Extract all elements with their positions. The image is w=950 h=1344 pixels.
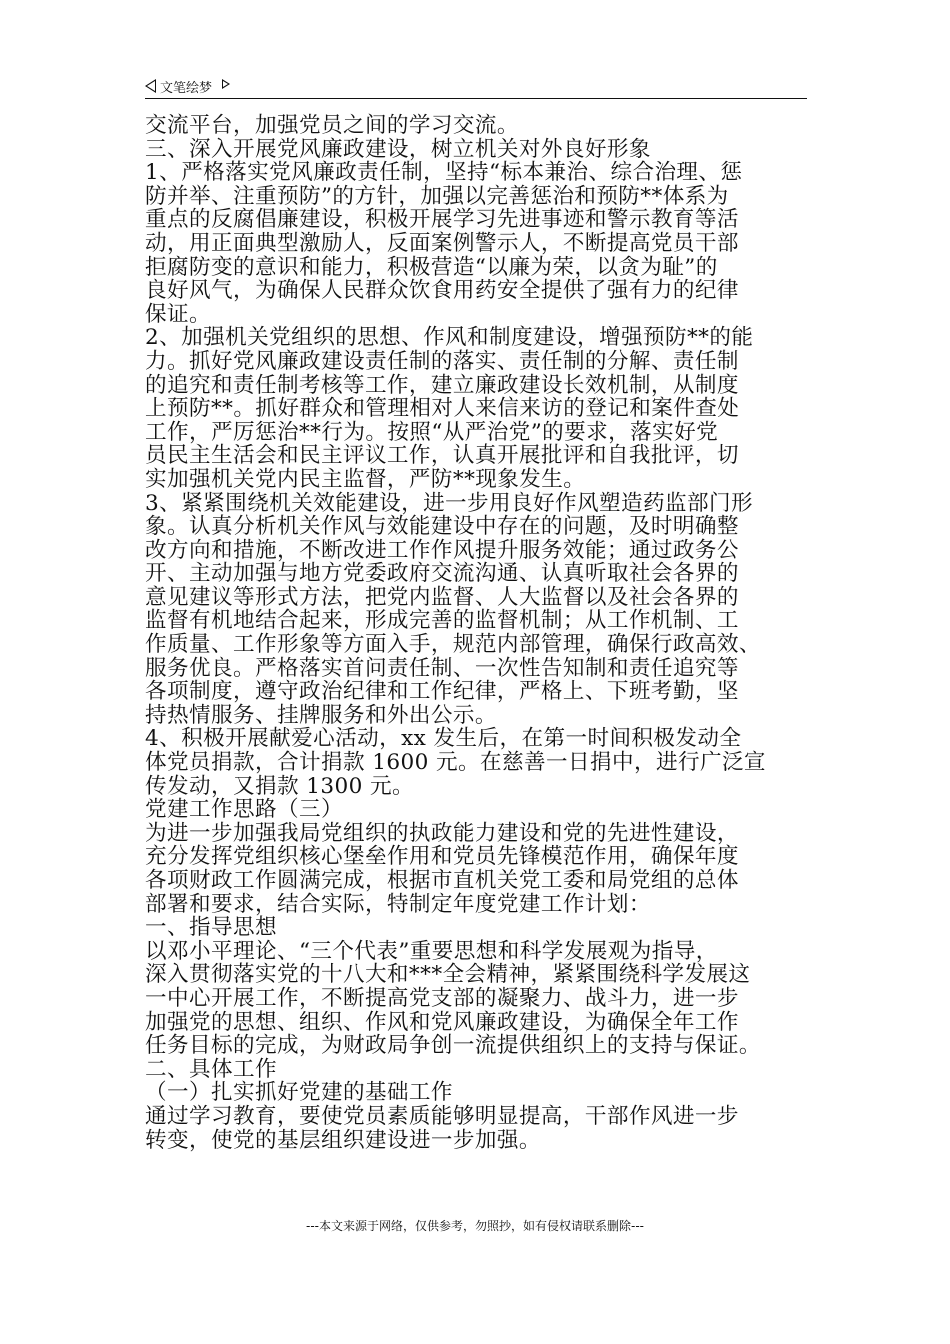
body-line: 充分发挥党组织核心堡垒作用和党员先锋模范作用，确保年度 [145,844,739,870]
body-line: 深入贯彻落实党的十八大和***全会精神，紧紧围绕科学发展这 [145,962,751,988]
body-line: 各项财政工作圆满完成，根据市直机关党工委和局党组的总体 [145,868,739,893]
triangle-right-icon [222,79,230,89]
body-line: 党建工作思路（三） [145,797,343,823]
body-line: 为进一步加强我局党组织的执政能力建设和党的先进性建设， [145,820,739,846]
header-brand: 文笔绘梦 [160,80,213,96]
triangle-left-icon [145,79,156,93]
footer-notice: ---本文来源于网络，仅供参考，勿照抄，如有侵权请联系删除--- [306,1219,644,1233]
body-line: 保证。 [145,301,211,327]
body-line: 以邓小平理论、“三个代表”重要思想和科学发展观为指导， [145,938,718,964]
body-line: 员民主生活会和民主评议工作，认真开展批评和自我批评，切 [145,443,739,469]
body-line: 二、具体工作 [145,1056,277,1082]
body-line: 转变，使党的基层组织建设进一步加强。 [145,1127,541,1153]
body-line: 2、加强机关党组织的思想、作风和制度建设，增强预防**的能 [145,325,754,351]
body-line: 一中心开展工作，不断提高党支部的凝聚力、战斗力，进一步 [145,985,739,1011]
body-line: 工作，严厉惩治**行为。按照“从严治党”的要求，落实好党 [145,419,719,445]
body-line: 部署和要求，结合实际，特制定年度党建工作计划： [145,891,651,917]
page-header [145,76,230,96]
body-line: 任务目标的完成，为财政局争创一流提供组织上的支持与保证。 [145,1033,761,1059]
body-line: 一、指导思想 [145,915,277,941]
body-line: 体党员捐款，合计捐款 1600 元。在慈善一日捐中，进行广泛宣 [145,750,766,776]
body-line: （一）扎实抓好党建的基础工作 [145,1080,453,1106]
body-line: 改方向和措施，不断改进工作作风提升服务效能；通过政务公 [145,537,739,563]
body-line: 作质量、工作形象等方面入手，规范内部管理，确保行政高效、 [145,632,761,658]
body-line: 的追究和责任制考核等工作，建立廉政建设长效机制，从制度 [145,372,739,398]
body-line: 持热情服务、挂牌服务和外出公示。 [145,702,497,728]
body-line: 象。认真分析机关作风与效能建设中存在的问题，及时明确整 [145,514,739,540]
body-line: 重点的反腐倡廉建设，积极开展学习先进事迹和警示教育等活 [145,207,739,233]
body-line: 意见建议等形式方法，把党内监督、人大监督以及社会各界的 [145,584,739,610]
body-line: 上预防**。抓好群众和管理相对人来信来访的登记和案件查处 [145,396,740,422]
body-line: 1、严格落实党风廉政责任制，坚持“标本兼治、综合治理、惩 [145,160,743,186]
body-line: 交流平台，加强党员之间的学习交流。 [145,113,519,138]
body-line: 力。抓好党风廉政建设责任制的落实、责任制的分解、责任制 [145,348,739,374]
header-divider [145,98,807,99]
body-line: 传发动，又捐款 1300 元。 [145,773,415,799]
body-line: 拒腐防变的意识和能力，积极营造“以廉为荣，以贪为耻”的 [145,254,718,280]
body-line: 通过学习教育，要使党员素质能够明显提高，干部作风进一步 [145,1103,739,1129]
body-line: 服务优良。严格落实首问责任制、一次性告知制和责任追究等 [145,655,739,681]
body-line: 加强党的思想、组织、作风和党风廉政建设，为确保全年工作 [145,1009,739,1035]
body-line: 实加强机关党内民主监督，严防**现象发生。 [145,466,586,492]
body-line: 4、积极开展献爱心活动，xx 发生后，在第一时间积极发动全 [145,726,742,752]
body-line: 监督有机地结合起来，形成完善的监督机制；从工作机制、工 [145,608,739,634]
body-line: 动，用正面典型激励人，反面案例警示人，不断提高党员干部 [145,230,739,256]
body-line: 防并举、注重预防”的方针，加强以完善惩治和预防**体系为 [145,183,729,209]
body-line: 3、紧紧围绕机关效能建设，进一步用良好作风塑造药监部门形 [145,490,753,516]
body-line: 三、深入开展党风廉政建设，树立机关对外良好形象 [145,136,651,162]
body-line: 良好风气，为确保人民群众饮食用药安全提供了强有力的纪律 [145,278,739,304]
document-body [145,114,807,1152]
body-line: 各项制度，遵守政治纪律和工作纪律，严格上、下班考勤，坚 [145,679,739,705]
body-line: 开、主动加强与地方党委政府交流沟通、认真听取社会各界的 [145,561,739,587]
